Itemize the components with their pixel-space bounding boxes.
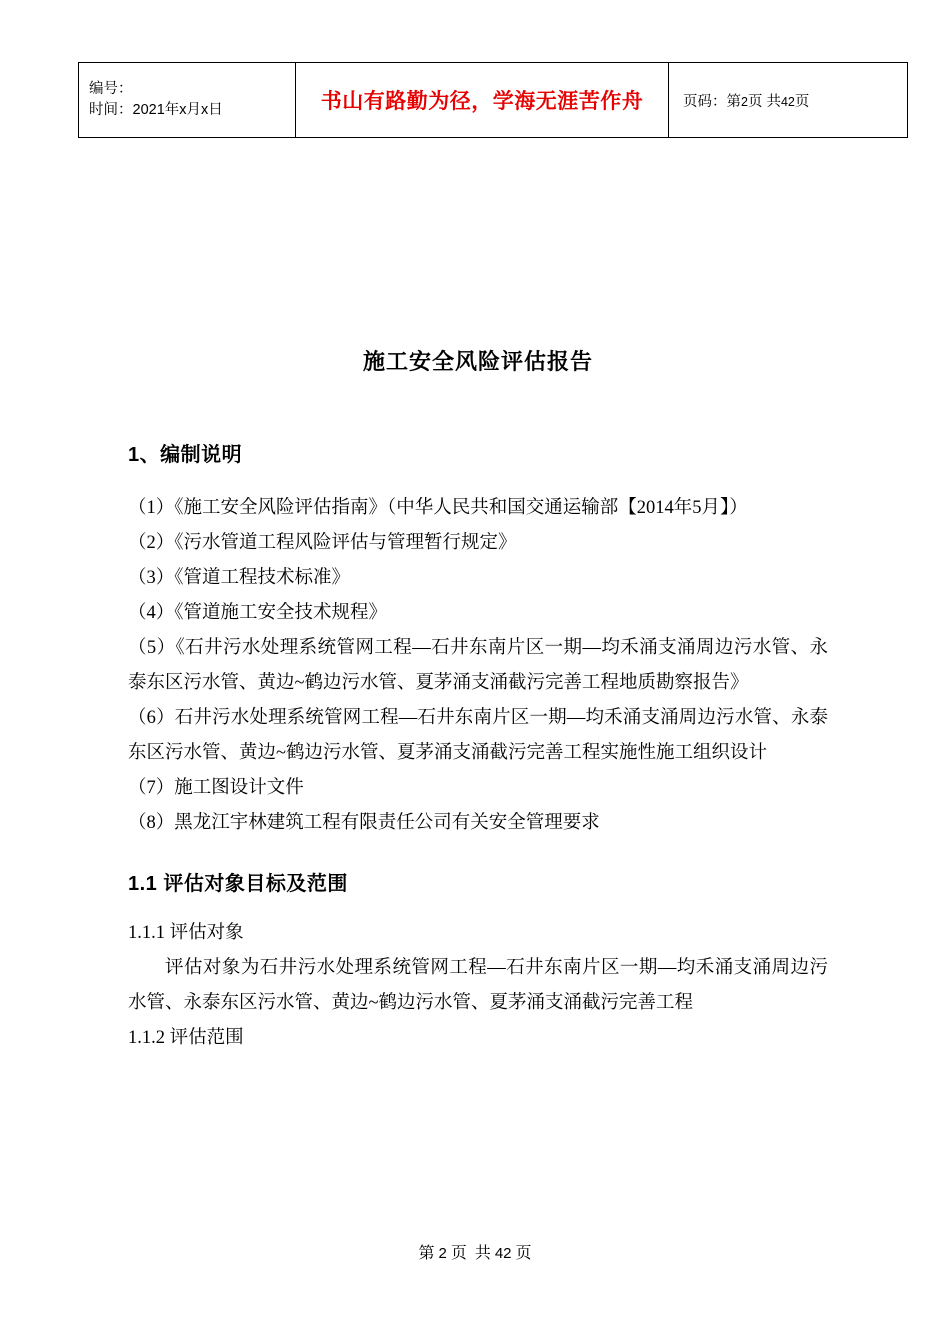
header-page-info (669, 63, 908, 138)
document-body (128, 345, 828, 1056)
footer-page-prefix: 第 (418, 1245, 435, 1262)
header-page-total: 42 (780, 94, 795, 109)
reference-item: （2）《污水管道工程风险评估与管理暂行规定》 (128, 533, 517, 553)
reference-item: （5）《石井污水处理系统管网工程—石井东南片区一期—均禾涌支涌周边污水管、永泰东区污水管、黄边~鹤边污水管、夏茅涌支涌截污完善工程地质勘察报告》 (128, 638, 828, 693)
header-page-current: 2 (741, 94, 748, 109)
header-date: 时间：2021年x月x日 (89, 102, 223, 118)
header-serial-number: 编号： (89, 81, 133, 97)
page-footer (0, 1240, 950, 1263)
header-page-current-prefix: 第 (726, 93, 741, 110)
document-title: 施工安全风险评估报告 (362, 349, 593, 374)
footer-total-prefix: 共 (474, 1245, 491, 1262)
header-row (79, 63, 908, 138)
header-page-total-suffix: 页 (794, 93, 810, 110)
paragraph-evaluation-object: 评估对象为石井污水处理系统管网工程—石井东南片区一期—均禾涌支涌周边污水管、永泰东区污水管、黄边~鹤边污水管、夏茅涌支涌截污完善工程 (128, 958, 828, 1013)
footer-page-suffix: 页 (515, 1245, 532, 1262)
header-slogan: 书山有路勤为径，学海无涯苦作舟 (296, 63, 669, 138)
page-header-table (78, 62, 908, 138)
heading-section-1: 1、编制说明 (128, 444, 243, 466)
header-page-label: 页码： (683, 93, 727, 110)
reference-item: （1）《施工安全风险评估指南》（中华人民共和国交通运输部【2014年5月】） (128, 498, 748, 518)
reference-item: （7）施工图设计文件 (128, 778, 304, 798)
heading-section-1-1: 1.1 评估对象目标及范围 (128, 873, 348, 895)
reference-item: （3）《管道工程技术标准》 (128, 568, 351, 588)
heading-section-1-1-2: 1.1.2 评估范围 (128, 1028, 244, 1048)
header-meta-cell (79, 63, 296, 138)
footer-page-mid: 页 (450, 1245, 467, 1262)
heading-section-1-1-1: 1.1.1 评估对象 (128, 923, 244, 943)
reference-item: （4）《管道施工安全技术规程》 (128, 603, 388, 623)
header-page-current-suffix: 页 (747, 93, 763, 110)
reference-item: （8）黑龙江宇林建筑工程有限责任公司有关安全管理要求 (128, 813, 600, 833)
reference-item: （6）石井污水处理系统管网工程—石井东南片区一期—均禾涌支涌周边污水管、永泰东区污水管、黄边~鹤边污水管、夏茅涌支涌截污完善工程实施性施工组织设计 (128, 708, 828, 763)
footer-page-current: 2 (438, 1245, 447, 1262)
header-page-total-prefix: 共 (766, 93, 781, 110)
footer-page-total: 42 (494, 1245, 512, 1262)
